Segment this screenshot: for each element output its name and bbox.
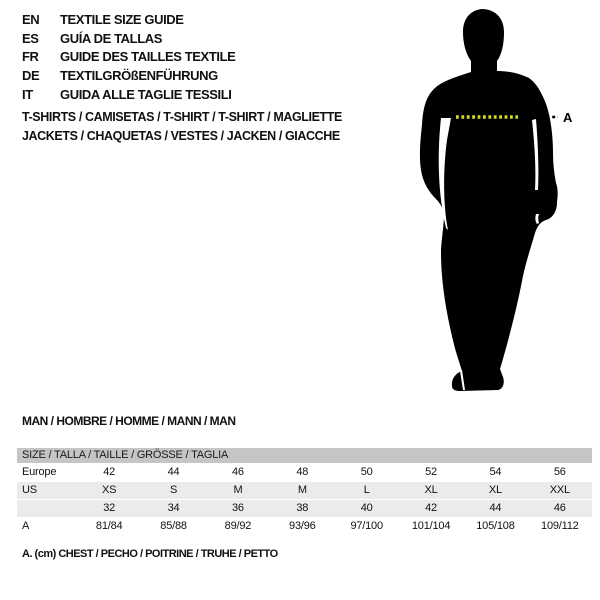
language-row — [22, 67, 235, 86]
size-cell: 40 — [360, 502, 373, 514]
size-cell: 38 — [296, 502, 309, 514]
row-label: A — [22, 520, 30, 532]
size-cell: 54 — [489, 466, 502, 478]
size-cell: 48 — [296, 466, 309, 478]
language-code: IT — [22, 86, 33, 102]
size-cell: 36 — [232, 502, 244, 514]
size-cell: 56 — [553, 466, 566, 478]
category-tshirts: T-SHIRTS / CAMISETAS / T-SHIRT / T-SHIRT / MAGLIETTE — [22, 110, 342, 124]
size-cell: 97/100 — [350, 520, 383, 532]
size-cell: 52 — [425, 466, 437, 478]
size-cell: 44 — [167, 466, 180, 478]
size-table-row — [17, 463, 592, 481]
language-code: EN — [22, 12, 40, 27]
category-list — [22, 108, 342, 146]
size-cell: XL — [424, 484, 438, 496]
language-label: GUÍA DE TALLAS — [60, 30, 163, 46]
size-cell: 50 — [360, 466, 373, 478]
size-cell: 34 — [167, 502, 180, 514]
language-list — [22, 11, 235, 105]
measurement-footnote: A. (cm) CHEST / PECHO / POITRINE / TRUHE / PETTO — [22, 548, 278, 560]
size-table-header: SIZE / TALLA / TAILLE / GRÖSSE / TAGLIA — [17, 448, 592, 463]
size-cell: M — [233, 484, 243, 496]
language-label: GUIDE DES TAILLES TEXTILE — [60, 49, 236, 65]
size-table-row — [17, 499, 592, 517]
man-silhouette — [400, 0, 600, 400]
size-cell: 89/92 — [224, 520, 252, 532]
language-label: TEXTILE SIZE GUIDE — [60, 12, 184, 27]
size-cell: 42 — [425, 502, 437, 514]
language-row — [22, 30, 235, 49]
man-silhouette-body — [420, 9, 558, 391]
size-cell: 46 — [553, 502, 566, 514]
language-row — [22, 11, 235, 30]
row-label: US — [22, 484, 37, 496]
size-table-row — [17, 517, 592, 535]
size-cell: 101/104 — [411, 520, 451, 532]
size-cell: 109/112 — [541, 520, 579, 532]
size-cell: 81/84 — [95, 520, 123, 532]
size-cell: XXL — [549, 484, 570, 496]
size-cell: 42 — [103, 466, 116, 478]
language-row — [22, 86, 235, 105]
size-cell: 46 — [232, 466, 244, 478]
category-jackets: JACKETS / CHAQUETAS / VESTES / JACKEN / GIACCHE — [22, 129, 340, 143]
size-cell: 32 — [103, 502, 116, 514]
row-label: Europe — [22, 466, 57, 478]
size-cell: XL — [488, 484, 502, 496]
language-label: GUIDA ALLE TAGLIE TESSILI — [60, 86, 232, 102]
size-cell: S — [169, 484, 178, 496]
size-cell: L — [363, 484, 370, 496]
size-table — [17, 448, 592, 535]
size-cell: 93/96 — [289, 520, 316, 532]
section-title-man: MAN / HOMBRE / HOMME / MANN / MAN — [22, 414, 236, 428]
size-cell: 44 — [489, 502, 502, 514]
language-code: FR — [22, 49, 39, 65]
size-cell: 85/88 — [160, 520, 187, 532]
size-cell: XS — [102, 484, 117, 496]
language-code: DE — [22, 68, 40, 84]
size-cell: 105/108 — [476, 520, 515, 532]
language-row — [22, 48, 235, 67]
language-code: ES — [22, 30, 39, 46]
size-table-row — [17, 481, 592, 499]
size-cell: M — [297, 484, 307, 496]
language-label: TEXTILGRÖßENFÜHRUNG — [60, 68, 218, 84]
size-table-body — [17, 463, 592, 535]
measure-label-a: A — [563, 110, 573, 125]
